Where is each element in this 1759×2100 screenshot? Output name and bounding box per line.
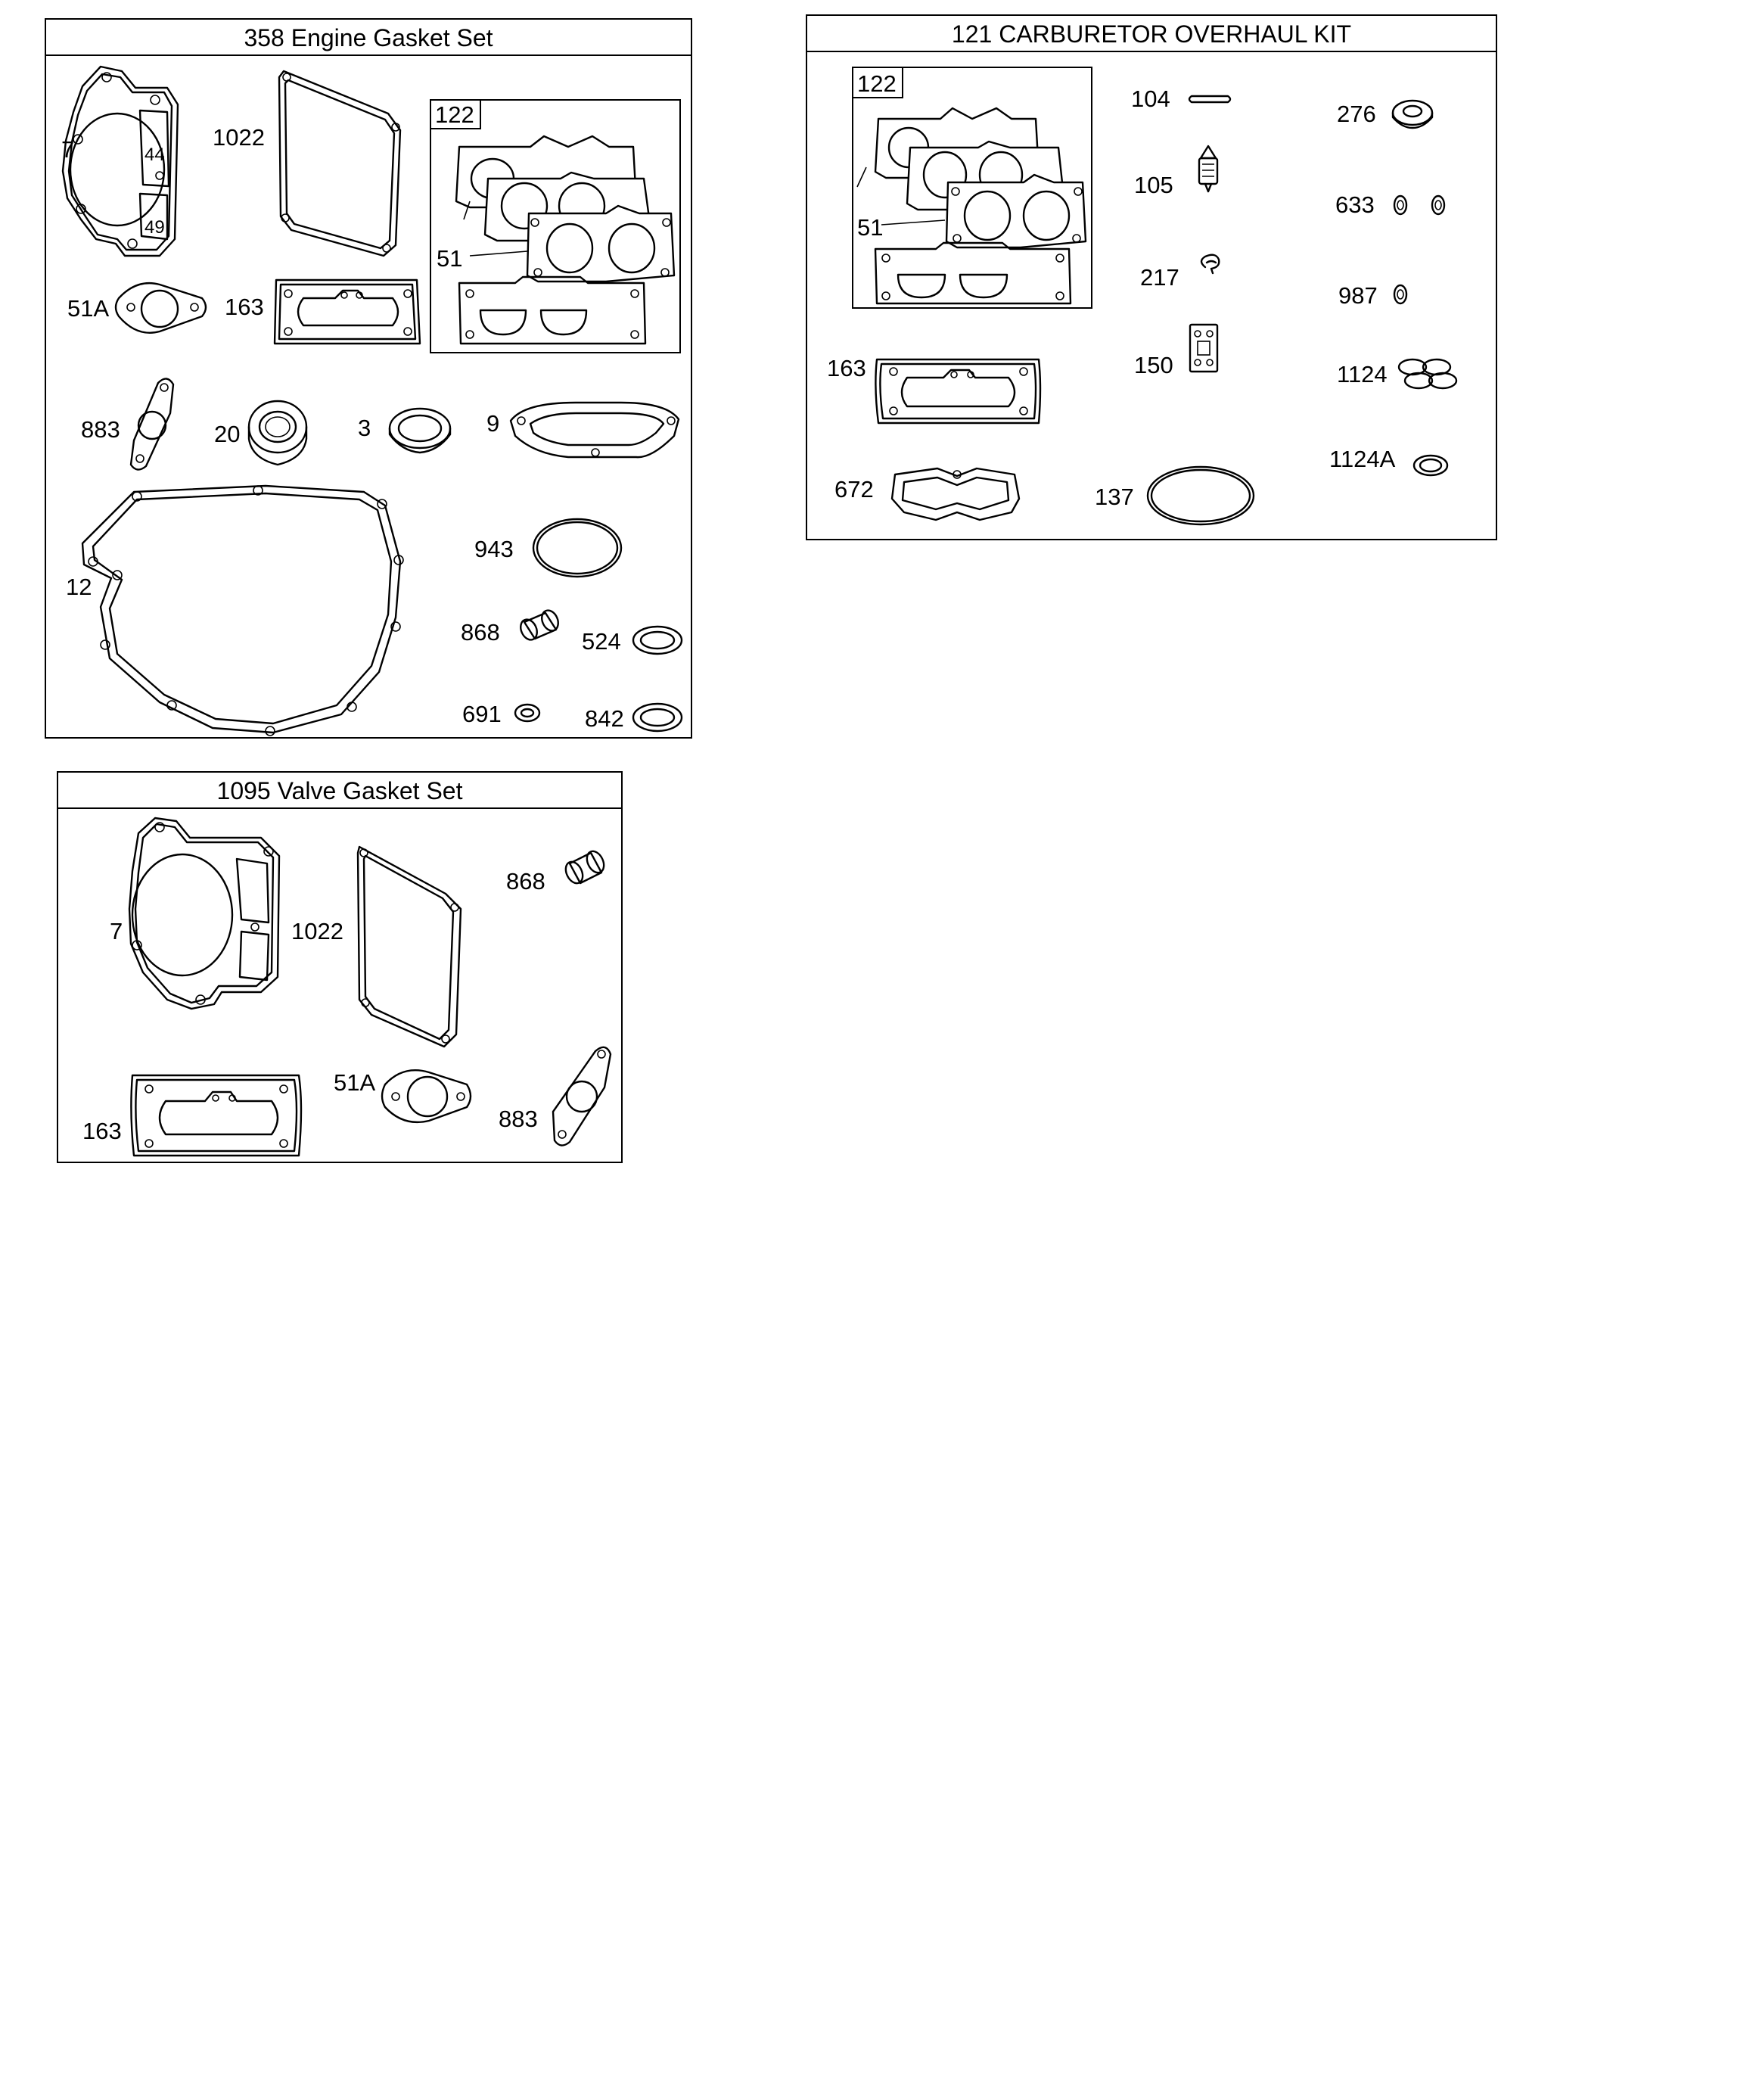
carb-part-137-o-ring [1148,467,1254,524]
label-3: 3 [358,415,371,441]
valve-label-7: 7 [110,918,123,944]
carb-label-987: 987 [1338,282,1378,309]
engine-gasket-set-drawing [46,58,691,737]
label-12: 12 [66,574,92,600]
carb-label-137: 137 [1095,484,1134,510]
valve-part-51A-intake-gasket [382,1070,471,1122]
carb-part-1124-gaskets [1399,359,1456,388]
carb-label-1124A: 1124A [1329,446,1396,472]
label-51A: 51A [67,295,110,322]
carb-label-122: 122 [857,70,897,97]
valve-part-163-intake-manifold-gasket [131,1075,301,1156]
valve-label-883: 883 [499,1106,538,1132]
carb-label-163: 163 [827,355,866,381]
part-51A-intake-gasket [116,283,206,333]
part-883-gasket [131,378,173,469]
valve-gasket-set-drawing [58,810,621,1162]
valve-label-163: 163 [82,1118,122,1144]
carb-part-51-gaskets [857,108,1086,247]
part-943-o-ring [533,519,621,577]
carb-part-163-gasket [875,359,1040,423]
carb-part-150-plate [1190,325,1217,372]
part-842-washer [633,704,682,731]
valve-part-1022-valve-cover-gasket [358,847,461,1047]
part-20-oil-seal [249,401,306,465]
label-524: 524 [582,628,621,655]
part-9-gasket [511,403,679,457]
carb-part-672-gasket [892,468,1019,520]
label-163: 163 [225,294,264,320]
carb-label-672: 672 [834,476,874,502]
engine-gasket-set-title: 358 Engine Gasket Set [46,20,691,56]
carb-part-1124A-seal [1414,456,1447,475]
label-51: 51 [437,245,463,272]
carb-label-633: 633 [1335,191,1375,218]
valve-gasket-set-panel [57,771,623,1163]
label-1022: 1022 [213,124,265,151]
valve-gasket-set-title: 1095 Valve Gasket Set [58,773,621,809]
carb-label-105: 105 [1134,172,1173,198]
carb-part-kit-base-gasket [875,243,1071,303]
label-9: 9 [486,410,500,437]
carb-label-217: 217 [1140,264,1179,291]
valve-label-868: 868 [506,868,545,894]
label-7: 7 [61,136,75,163]
carburetor-overhaul-kit-drawing [807,54,1496,539]
carburetor-overhaul-kit-title: 121 CARBURETOR OVERHAUL KIT [807,16,1496,52]
part-524-washer [633,627,682,654]
part-51-carburetor-gaskets [456,136,674,282]
engine-gasket-set-panel [45,18,692,739]
carb-label-104: 104 [1131,86,1170,112]
valve-label-51A: 51A [334,1069,376,1096]
label-20: 20 [214,421,241,447]
label-943: 943 [474,536,514,562]
label-868: 868 [461,619,500,646]
label-49: 49 [145,217,165,238]
valve-part-883-gasket [553,1047,611,1146]
carb-label-1124: 1124 [1337,361,1388,387]
part-163-intake-manifold-gasket [275,280,420,344]
carb-part-987-seal [1394,285,1406,303]
carb-part-276-washer [1393,101,1432,128]
carb-label-276: 276 [1337,101,1376,127]
label-44: 44 [145,145,165,165]
valve-part-7-head-gasket [129,818,279,1009]
carb-part-104-pin [1189,96,1230,102]
label-122: 122 [435,101,474,128]
valve-label-1022: 1022 [291,918,343,944]
part-kit-base-gasket [459,277,645,344]
part-3-seal [390,409,450,453]
part-12-crankcase-gasket [82,486,403,736]
carb-part-217-clip [1201,255,1219,273]
carb-label-51: 51 [857,214,884,241]
label-883: 883 [81,416,120,443]
carb-part-633-seals [1394,196,1444,214]
part-868-valve-seal [517,608,561,642]
carburetor-overhaul-kit-panel [806,14,1497,540]
carb-part-105-needle [1199,146,1217,191]
part-691-seal [515,705,539,721]
carb-label-150: 150 [1134,352,1173,378]
label-842: 842 [585,705,624,732]
label-691: 691 [462,701,502,727]
valve-part-868-valve-seal [562,848,607,886]
part-1022-valve-cover-gasket [279,71,400,256]
